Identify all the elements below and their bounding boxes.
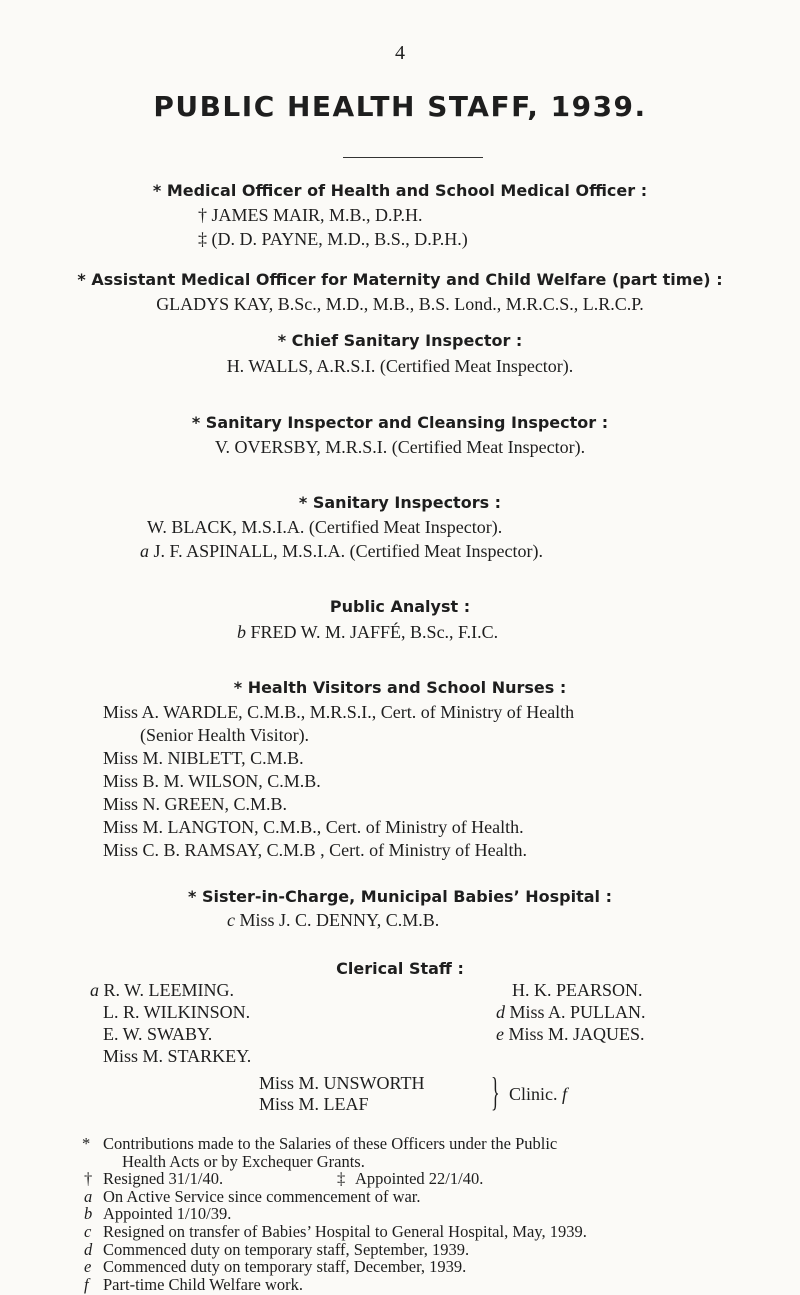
cleansing-heading: * Sanitary Inspector and Cleansing Inspector : <box>191 413 609 432</box>
moh-line-1: † JAMES MAIR, M.B., D.P.H. <box>198 205 423 225</box>
asst-line-1: GLADYS KAY, B.Sc., M.D., M.B., B.S. Lond., M.R.C.S., L.R.C.P. <box>156 294 644 314</box>
footnote-star-2: Health Acts or by Exchequer Grants. <box>122 1151 365 1171</box>
footnote-ddagger: Appointed 22/1/40. <box>355 1169 484 1189</box>
nurse-line: Miss C. B. RAMSAY, C.M.B , Cert. of Ministry of Health. <box>103 840 528 860</box>
analyst-line-1: b FRED W. M. JAFFÉ, B.Sc., F.I.C. <box>237 622 499 642</box>
footnote-mark: e <box>84 1257 92 1277</box>
analyst-heading: Public Analyst : <box>329 597 471 616</box>
footnote-mark: b <box>84 1204 93 1224</box>
footnote-mark: * <box>82 1134 91 1153</box>
dagger-mark: † <box>198 205 207 225</box>
inspectors-line-1: W. BLACK, M.S.I.A. (Certified Meat Inspector). <box>147 517 503 537</box>
nurse-line: Miss B. M. WILSON, C.M.B. <box>103 771 321 791</box>
nurses-heading: * Health Visitors and School Nurses : <box>233 678 567 697</box>
clerical-right-item: e Miss M. JAQUES. <box>496 1024 645 1044</box>
footnote-mark: f <box>84 1274 89 1294</box>
clerical-right-item: d Miss A. PULLAN. <box>496 1002 646 1022</box>
title-divider <box>343 157 483 158</box>
chief-heading: * Chief Sanitary Inspector : <box>277 331 523 350</box>
right-brace: } <box>491 1069 500 1114</box>
clerical-left-item: Miss M. STARKEY. <box>103 1046 252 1066</box>
clerical-left-item: a R. W. LEEMING. <box>90 980 234 1000</box>
footnote-d: Commenced duty on temporary staff, September, 1939. <box>103 1239 470 1259</box>
footnote-b: Appointed 1/10/39. <box>103 1204 232 1224</box>
nurse-line: Miss M. NIBLETT, C.M.B. <box>103 748 304 768</box>
chief-line-1: H. WALLS, A.R.S.I. (Certified Meat Inspector). <box>226 356 574 376</box>
footnote-mark: ‡ <box>337 1169 346 1189</box>
footnote-e: Commenced duty on temporary staff, December, 1939. <box>103 1257 467 1277</box>
page-title: PUBLIC HEALTH STAFF, 1939. <box>153 90 647 123</box>
footnote-c: Resigned on transfer of Babies’ Hospital to General Hospital, May, 1939. <box>103 1222 587 1241</box>
footnote-mark: † <box>84 1169 93 1189</box>
footnote-mark: c <box>84 1222 92 1241</box>
footnote-a: On Active Service since commencement of war. <box>103 1186 421 1206</box>
cleansing-line-1: V. OVERSBY, M.R.S.I. (Certified Meat Inspector). <box>214 437 586 457</box>
clerical-heading: Clerical Staff : <box>336 959 464 978</box>
double-dagger-mark: ‡ <box>198 229 207 249</box>
moh-line-2: ‡ (D. D. PAYNE, M.D., B.S., D.P.H.) <box>198 229 468 249</box>
page-number: 4 <box>395 42 405 64</box>
nurse-line: Miss M. LANGTON, C.M.B., Cert. of Ministry of Health. <box>103 817 524 837</box>
footnote-dagger: Resigned 31/1/40. <box>103 1169 224 1189</box>
clerical-left-item: L. R. WILKINSON. <box>103 1002 251 1022</box>
nurse-line: (Senior Health Visitor). <box>140 725 310 745</box>
clinic-label: Clinic. f <box>509 1084 568 1104</box>
footnote-mark: a <box>84 1186 93 1206</box>
clerical-left-item: E. W. SWABY. <box>103 1024 213 1044</box>
asst-heading: * Assistant Medical Officer for Maternity and Child Welfare (part time) : <box>77 270 723 289</box>
clerical-right-item: H. K. PEARSON. <box>512 980 643 1000</box>
nurse-line: Miss N. GREEN, C.M.B. <box>103 794 288 814</box>
clinic-name: Miss M. UNSWORTH <box>259 1073 425 1093</box>
clinic-name: Miss M. LEAF <box>259 1094 369 1114</box>
footnote-mark: d <box>84 1239 93 1259</box>
moh-heading: * Medical Officer of Health and School Medical Officer : <box>152 181 648 200</box>
sister-heading: * Sister-in-Charge, Municipal Babies’ Hospital : <box>188 887 612 906</box>
inspectors-heading: * Sanitary Inspectors : <box>298 493 502 512</box>
footnote-star-1: Contributions made to the Salaries of these Officers under the Public <box>103 1134 558 1153</box>
nurse-line: Miss A. WARDLE, C.M.B., M.R.S.I., Cert. of Ministry of Health <box>103 702 575 722</box>
inspectors-line-2: a J. F. ASPINALL, M.S.I.A. (Certified Meat Inspector). <box>140 541 544 561</box>
sister-line-1: c Miss J. C. DENNY, C.M.B. <box>227 910 440 930</box>
footnote-f: Part-time Child Welfare work. <box>103 1274 303 1294</box>
